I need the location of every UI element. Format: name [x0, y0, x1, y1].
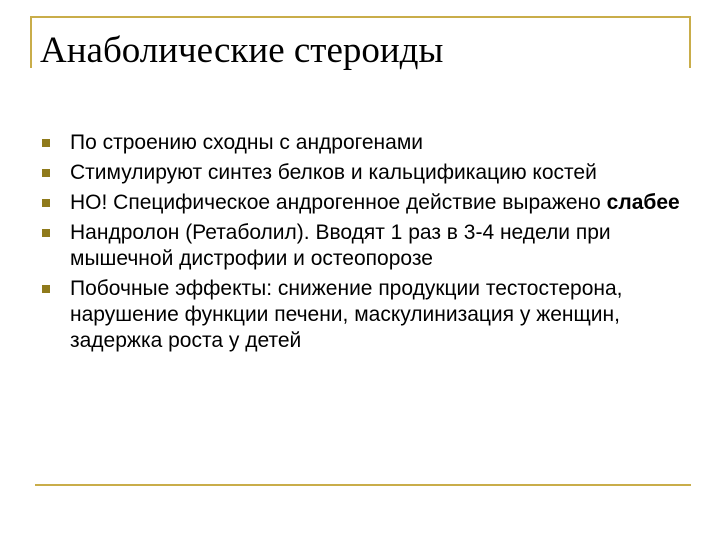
bullet-text: По строению сходны с андрогенами	[70, 131, 423, 154]
square-bullet-icon	[42, 169, 50, 177]
bullet-text: НО! Специфическое андрогенное действие выражено	[70, 191, 607, 214]
bullet-list	[40, 130, 680, 358]
bullet-bold-text: слабее	[606, 191, 680, 214]
bullet-item	[40, 220, 680, 272]
bullet-item	[40, 190, 680, 216]
slide-title: Анаболические стероиды	[40, 30, 444, 71]
bottom-rule	[35, 484, 691, 486]
square-bullet-icon	[42, 285, 50, 293]
bullet-item	[40, 130, 680, 156]
square-bullet-icon	[42, 139, 50, 147]
bullet-text: Нандролон (Ретаболил). Вводят 1 раз в 3-4 недели при мышечной дистрофии и остеопорозе	[70, 221, 611, 270]
frame-right-rule	[689, 16, 691, 68]
square-bullet-icon	[42, 229, 50, 237]
bullet-text: Стимулируют синтез белков и кальцификацию костей	[70, 161, 597, 184]
frame-left-rule	[30, 16, 32, 68]
bullet-item	[40, 276, 680, 354]
square-bullet-icon	[42, 199, 50, 207]
frame-top-rule	[30, 16, 690, 18]
bullet-item	[40, 160, 680, 186]
bullet-text: Побочные эффекты: снижение продукции тестостерона, нарушение функции печени, маскулинизация у женщин, задержка роста у детей	[70, 277, 623, 352]
